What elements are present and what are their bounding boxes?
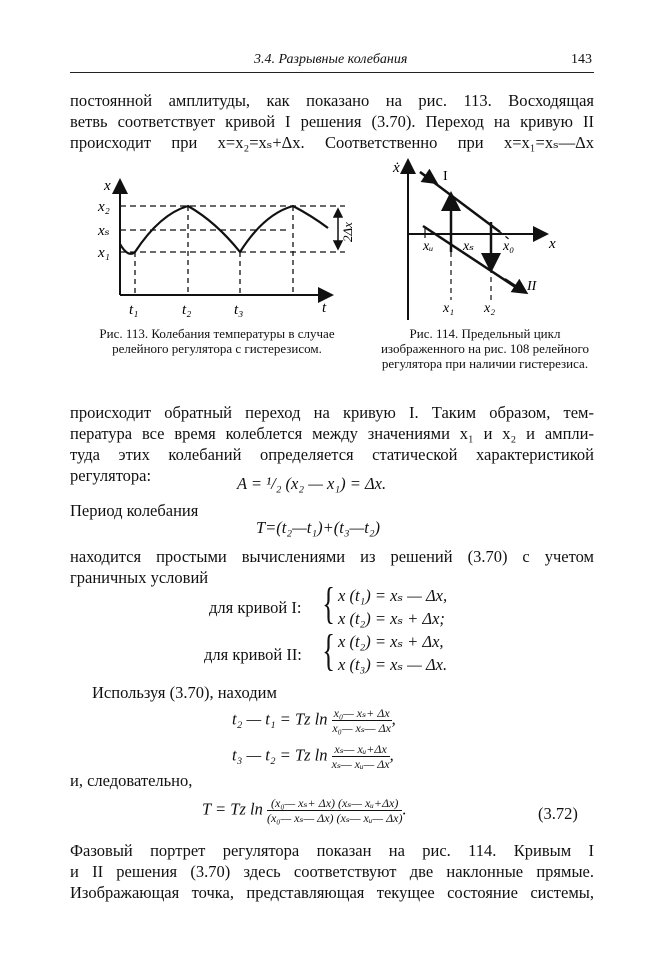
running-header xyxy=(70,50,594,73)
eq-t21-num: x₀— xₛ+ Δx xyxy=(333,706,390,720)
equation-t2-t1 xyxy=(232,706,396,735)
para2-line-3: туда этих колебаний определяется статической характеристикой xyxy=(70,445,594,464)
fig114-axis-x-label: x xyxy=(549,236,556,252)
fig113-caption xyxy=(92,326,342,356)
para2-line-2: пература все время колеблется между значениями x₁ и x₂ и ампли- xyxy=(70,424,594,443)
fig113-label-x1: x₁ xyxy=(98,245,110,261)
curve2-eq-2: x (t₃) = xₛ — Δx. xyxy=(338,655,448,674)
eq-t21-den: x₀— xₛ— Δx xyxy=(332,721,391,735)
fig113-caption-number: Рис. 113. xyxy=(99,326,149,341)
curve2-eq-1: x (t₂) = xₛ + Δx, xyxy=(338,632,444,651)
fig113-axis-x-label: t xyxy=(322,300,327,316)
eq-final-end: . xyxy=(402,799,407,819)
fig114-label-x0: x₀ xyxy=(503,239,515,254)
fig114-label-x1: x₁ xyxy=(443,301,455,316)
eq-final-num: (x₀— xₛ+ Δx) (xₛ— xᵤ+Δx) xyxy=(267,796,402,811)
fig114-axis-y-label: ẋ xyxy=(393,160,400,176)
hence-label: и, следовательно, xyxy=(70,771,193,790)
fig114-caption xyxy=(380,326,590,371)
para2-line-4: регулятора: xyxy=(70,466,152,485)
eq-final-lhs: T = Tz ln xyxy=(202,799,263,819)
eq-t21-lhs: t₂ — t₁ = Tz ln xyxy=(232,709,328,729)
curve2-brace: { xyxy=(322,626,335,675)
fig113-caption-text: Колебания температуры в случае релейного регулятора с гистерезисом. xyxy=(112,326,335,356)
fig113-label-t3: t₃ xyxy=(234,302,244,318)
fig114-curve-I-label: I xyxy=(443,169,448,184)
eq-final-den: (x₀— xₛ— Δx) (xₛ— xᵤ— Δx) xyxy=(266,811,403,825)
period-label: Период колебания xyxy=(70,501,199,520)
fig113-label-t2: t₂ xyxy=(182,302,192,318)
equation-amplitude: A = ¹/₂ (x₂ — x₁) = Δx. xyxy=(237,474,387,493)
fig113-amplitude-label: 2Δx xyxy=(340,222,355,242)
figure-114 xyxy=(385,150,575,325)
eq-t32-lhs: t₃ — t₂ = Tz ln xyxy=(232,745,328,765)
page-number: 143 xyxy=(571,52,592,67)
para4-line-2: и II решения (3.70) здесь соответствуют две наклонные прямые. xyxy=(70,862,594,881)
eq-t21-end: , xyxy=(391,709,396,729)
para3-line-1: находится простыми вычислениями из решений (3.70) с учетом xyxy=(70,547,594,566)
para4-line-1: Фазовый портрет регулятора показан на рис. 114. Кривым I xyxy=(70,841,594,860)
para2-line-1: происходит обратный переход на кривую I. Таким образом, тем- xyxy=(70,403,594,422)
fig113-label-x2: x₂ xyxy=(98,199,110,215)
curve1-eq-1: x (t₁) = xₛ — Δx, xyxy=(338,586,448,605)
section-title: 3.4. Разрывные колебания xyxy=(254,52,408,67)
curve2-label: для кривой II: xyxy=(204,645,302,664)
para1-line-2: ветвь соответствует кривой I решения (3.70). Переход на кривую II xyxy=(70,112,594,131)
eq-t32-num: xₛ— xᵤ+Δx xyxy=(332,742,390,757)
para4-line-3: Изображающая точка, представляющая текущее состояние системы, xyxy=(70,883,594,902)
curve1-brace: { xyxy=(322,579,335,628)
using-label: Используя (3.70), находим xyxy=(92,683,277,702)
eq-t32-den: xₛ— xᵤ— Δx xyxy=(331,757,390,771)
equation-t3-t2 xyxy=(232,742,394,771)
curve1-eq-2: x (t₂) = xₛ + Δx; xyxy=(338,609,445,628)
fig114-label-xs: xₛ xyxy=(463,239,474,254)
fig114-caption-text: Предельный цикл изображенного на рис. 108 релейного регулятора при наличии гистерезиса. xyxy=(380,326,590,371)
fig114-curve-II-label: II xyxy=(527,279,537,294)
equation-number: (3.72) xyxy=(538,804,578,823)
fig113-label-t1: t₁ xyxy=(129,302,139,318)
para1-line-1: постоянной амплитуды, как показано на рис. 113. Восходящая xyxy=(70,91,594,110)
curve1-label: для кривой I: xyxy=(209,598,302,617)
para3-line-2: граничных условий xyxy=(70,568,209,587)
fig114-label-x2: x₂ xyxy=(484,301,496,316)
equation-period: T=(t₂—t₁)+(t₃—t₂) xyxy=(256,518,381,537)
para1-line-3: происходит при x=x₂=xₛ+Δx. Соответственно при x=x₁=xₛ—Δx xyxy=(70,133,594,152)
fig113-label-xs: xₛ xyxy=(98,223,110,239)
equation-final xyxy=(202,796,407,825)
figure-113 xyxy=(90,170,360,320)
fig114-label-xu: xᵤ xyxy=(423,239,434,254)
eq-t32-end: , xyxy=(389,745,394,765)
fig113-axis-y-label: x xyxy=(104,178,111,194)
fig114-caption-number: Рис. 114. xyxy=(409,326,459,341)
